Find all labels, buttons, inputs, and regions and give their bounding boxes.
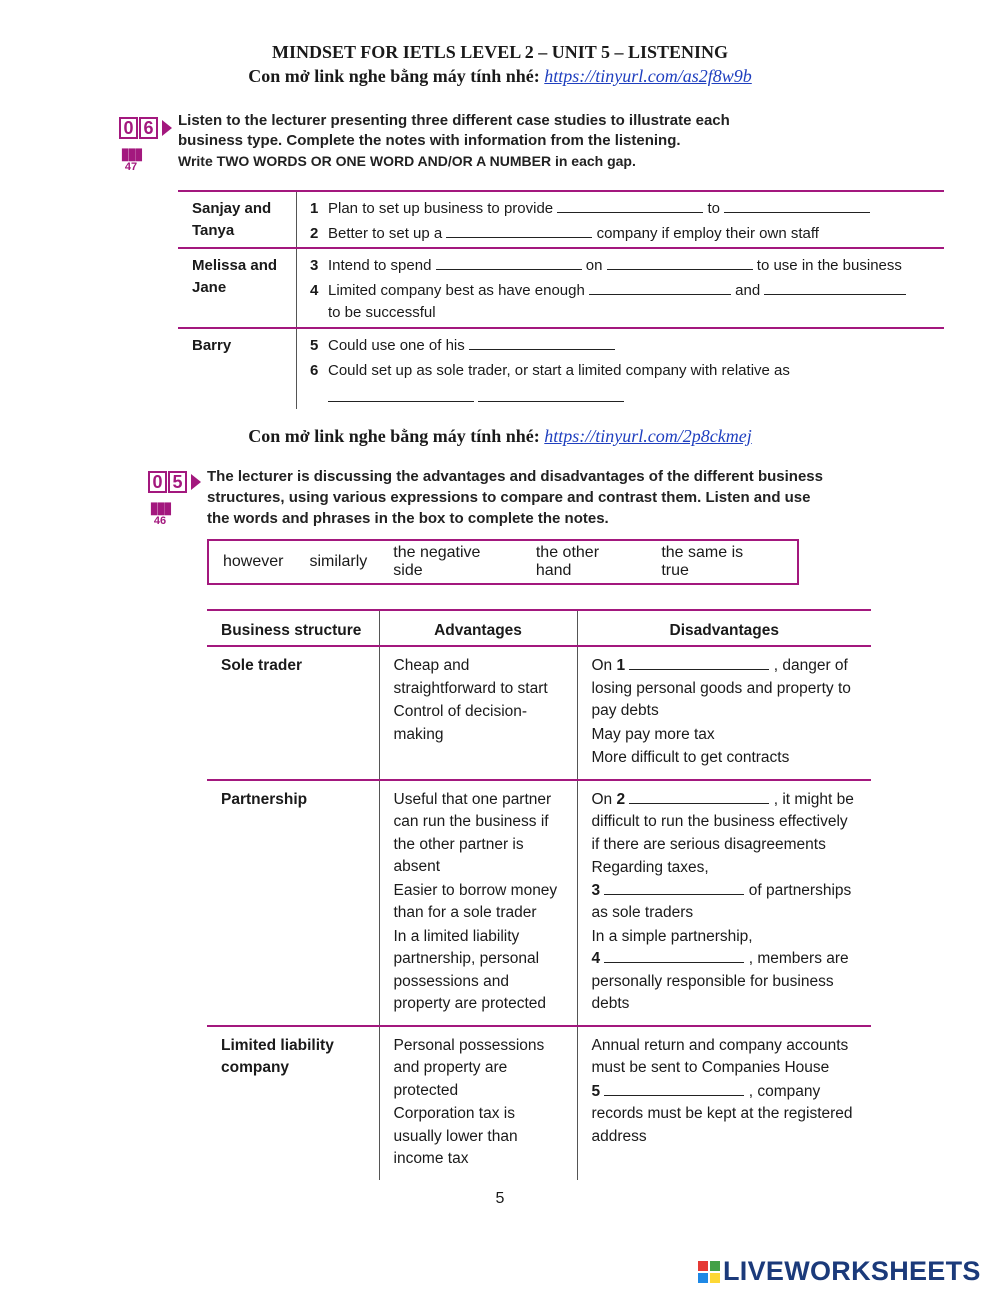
logo-square: [710, 1261, 720, 1271]
answer-gap-6a[interactable]: [328, 388, 474, 402]
advantage-text: Cheap and straightforward to start: [393, 657, 548, 697]
note-text: On: [591, 790, 617, 808]
audio-link-1[interactable]: https://tinyurl.com/as2f8w9b: [544, 66, 752, 86]
table-row-partnership: [207, 780, 871, 1026]
advantages-cell: [379, 780, 577, 1026]
note-item-3: [310, 255, 944, 277]
case-name: [192, 255, 292, 299]
answer-gap-t2[interactable]: [629, 790, 769, 804]
link-prefix: Con mở link nghe bằng máy tính nhé:: [248, 66, 545, 86]
question-number: 2: [616, 790, 626, 808]
disadvantage-text: [592, 655, 858, 723]
table-header-row: [207, 610, 871, 646]
listen-link-line-2: [0, 426, 1000, 447]
answer-gap-t5[interactable]: [604, 1082, 744, 1096]
notes-row-sanjay-tanya: [178, 190, 944, 247]
track-number: 47: [124, 161, 138, 173]
note-text: on: [581, 257, 607, 274]
note-text: On: [591, 657, 617, 674]
instruction-line: Write TWO WORDS OR ONE WORD AND/OR A NUMBER in each gap.: [178, 153, 636, 169]
disadvantages-cell: [577, 780, 871, 1026]
advantage-text: Personal possessions and property are protected: [393, 1036, 545, 1099]
advantages-cell: [379, 1026, 577, 1180]
note-text: , it might be difficult to run the business effectively if there are serious disagreements: [591, 790, 854, 853]
disadvantage-text: [592, 926, 858, 1016]
note-text: of partnerships as sole traders: [591, 881, 852, 921]
exercise-instructions: [178, 111, 730, 171]
question-number: 1: [616, 657, 626, 674]
case-name-line: Melissa and: [192, 257, 278, 274]
word-option: however: [223, 553, 284, 570]
business-structure-table: [207, 609, 871, 1180]
word-option: similarly: [309, 553, 368, 570]
advantage-text: Corporation tax is usually lower than income tax: [393, 1105, 518, 1167]
disadvantage-text: Annual return and company accounts must be sent to Companies House: [591, 1036, 849, 1076]
answer-gap-6b[interactable]: [478, 388, 624, 402]
note-text: to be successful: [328, 304, 436, 321]
note-text: Better to set up a: [328, 225, 447, 242]
note-text: Limited company best as have enough: [328, 282, 589, 299]
note-text: Could set up as sole trader, or start a limited company with relative as: [328, 362, 790, 379]
answer-gap-3a[interactable]: [436, 256, 582, 270]
column-divider: [296, 192, 297, 247]
column-divider: [296, 249, 297, 327]
answer-gap-t4[interactable]: [604, 949, 744, 963]
logo-square: [710, 1273, 720, 1283]
logo-square: [698, 1261, 708, 1271]
listen-link-line-1: [0, 66, 1000, 87]
advantage-text: Useful that one partner can run the business if the other partner is absent: [393, 790, 552, 875]
note-item-4: [310, 280, 944, 324]
brand-name: LIVEWORKSHEETS: [723, 1256, 981, 1286]
word-option: the negative side: [393, 544, 481, 579]
note-text: company if employ their own staff: [592, 225, 819, 242]
case-name: [192, 198, 292, 242]
structure-name: Partnership: [207, 780, 379, 1026]
answer-gap-4a[interactable]: [589, 281, 731, 295]
word-box: [207, 539, 799, 585]
question-number: 3: [310, 257, 319, 274]
question-number: 6: [310, 362, 319, 379]
case-name-line: Sanjay and: [192, 200, 272, 217]
note-text: to: [703, 200, 725, 217]
audio-bars-icon: ▮▮▮: [149, 500, 171, 517]
answer-gap-5[interactable]: [469, 336, 615, 350]
case-name: [192, 335, 292, 357]
page-title: MINDSET FOR IETLS LEVEL 2 – UNIT 5 – LISTENING: [272, 42, 728, 62]
column-header: Disadvantages: [577, 610, 871, 646]
case-name-line: Barry: [192, 337, 232, 354]
question-number: 2: [310, 225, 319, 242]
answer-gap-t3[interactable]: [604, 881, 744, 895]
case-study-notes: [178, 190, 944, 409]
instruction-line: The lecturer is discussing the advantages and disadvantages of the different business: [207, 468, 823, 485]
logo-square: [698, 1273, 708, 1283]
audio-track-icon: [148, 502, 172, 526]
disadvantage-text: May pay more tax: [591, 725, 715, 743]
advantage-text: Easier to borrow money than for a sole trader: [393, 881, 558, 921]
note-text: Regarding taxes,: [591, 859, 709, 876]
notes-row-melissa-jane: [178, 247, 944, 327]
disadvantage-text: [592, 1081, 858, 1149]
question-number: 5: [591, 1082, 601, 1100]
note-item-5: [310, 335, 944, 357]
case-name-line: Jane: [192, 279, 227, 296]
badge-digit: 0: [148, 471, 167, 493]
column-header: Business structure: [207, 610, 379, 646]
advantages-cell: [379, 646, 577, 780]
advantage-text: Control of decision-making: [393, 703, 528, 743]
word-option: the same is true: [661, 544, 744, 579]
audio-link-2[interactable]: https://tinyurl.com/2p8ckmej: [544, 426, 752, 446]
notes-row-barry: [178, 327, 944, 409]
question-number: 4: [591, 950, 601, 967]
answer-gap-2[interactable]: [446, 224, 592, 238]
exercise-instructions: [207, 466, 823, 529]
link-prefix: Con mở link nghe bằng máy tính nhé:: [248, 426, 545, 446]
audio-track-icon: [119, 148, 143, 172]
note-text: and: [731, 282, 765, 299]
note-item-2: [310, 223, 944, 245]
note-text: Could use one of his: [328, 337, 469, 354]
advantage-text: In a limited liability partnership, personal possessions and property are protected: [393, 927, 547, 1012]
play-icon: [191, 474, 201, 490]
note-text: Plan to set up business to provide: [328, 200, 558, 217]
answer-gap-3b[interactable]: [607, 256, 753, 270]
instruction-line: Listen to the lecturer presenting three different case studies to illustrate each: [178, 112, 730, 129]
note-item-1: [310, 198, 944, 220]
note-text: to use in the business: [752, 257, 902, 274]
badge-digit: 0: [119, 117, 138, 139]
disadvantage-text: More difficult to get contracts: [591, 749, 790, 766]
column-header: Advantages: [379, 610, 577, 646]
answer-gap-1b[interactable]: [724, 199, 870, 213]
note-text: , danger of losing personal goods and property to pay debts: [591, 657, 851, 719]
badge-digit: 6: [139, 117, 158, 139]
disadvantages-cell: [577, 646, 871, 780]
case-name-line: Tanya: [192, 222, 235, 239]
track-number: 46: [153, 515, 167, 527]
instruction-line: structures, using various expressions to compare and contrast them. Listen and use: [207, 489, 811, 506]
table-row-limited-liability-company: [207, 1026, 871, 1180]
question-number: 1: [310, 200, 319, 217]
note-text: , company records must be kept at the registered address: [591, 1082, 853, 1145]
exercise-number-badge: [148, 471, 201, 493]
structure-name: Sole trader: [207, 646, 379, 780]
page-number: 5: [495, 1190, 505, 1207]
note-item-6: [310, 360, 944, 409]
answer-gap-4b[interactable]: [764, 281, 906, 295]
instruction-line: business type. Complete the notes with information from the listening.: [178, 132, 681, 149]
audio-bars-icon: ▮▮▮: [120, 146, 142, 163]
table-row-sole-trader: [207, 646, 871, 780]
answer-gap-t1[interactable]: [629, 656, 769, 670]
liveworksheets-logo-icon: [698, 1261, 720, 1283]
play-icon: [162, 120, 172, 136]
question-number: 3: [591, 881, 601, 899]
instruction-line: the words and phrases in the box to complete the notes.: [207, 510, 609, 527]
exercise-number-badge: [119, 117, 172, 139]
badge-digit: 5: [168, 471, 187, 493]
structure-name: Limited liability company: [221, 1036, 334, 1076]
disadvantages-cell: [577, 1026, 871, 1180]
question-number: 4: [310, 282, 319, 299]
liveworksheets-brand: [698, 1256, 981, 1287]
answer-gap-1a[interactable]: [557, 199, 703, 213]
disadvantage-text: [592, 857, 858, 925]
disadvantage-text: [592, 789, 858, 857]
word-option: the other hand: [535, 544, 600, 579]
note-text: Intend to spend: [328, 257, 436, 274]
question-number: 5: [310, 337, 319, 354]
note-text: , members are personally responsible for business debts: [591, 950, 849, 1012]
column-divider: [296, 329, 297, 409]
note-text: In a simple partnership,: [591, 927, 753, 945]
